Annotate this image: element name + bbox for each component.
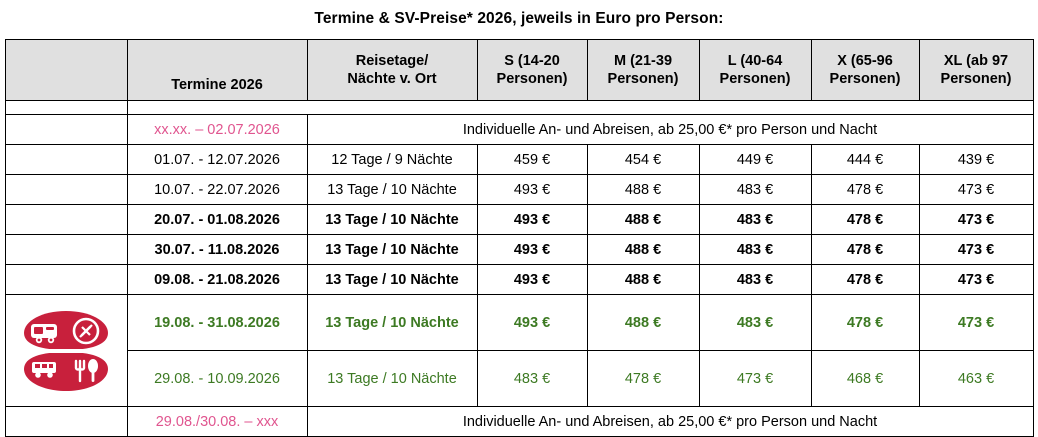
header-row: [5, 40, 1033, 101]
row-price-m: 488 €: [587, 175, 699, 205]
header-size-m-line2: Personen): [607, 71, 679, 87]
logo-cell-bottom: [5, 407, 127, 437]
header-dates: Termine 2026: [127, 40, 307, 101]
row-price-x: 478 €: [811, 175, 919, 205]
row-price-l: 483 €: [699, 175, 811, 205]
row-price-x: 478 €: [811, 235, 919, 265]
logo-cell-filler: [5, 145, 127, 175]
table-row: [5, 115, 1033, 145]
row-price-xl: 439 €: [919, 145, 1033, 175]
table-row: [5, 235, 1033, 265]
row-dates: 29.08./30.08. – xxx: [127, 407, 307, 437]
camping-logo-cell: [5, 295, 127, 407]
row-price-xl: 473 €: [919, 205, 1033, 235]
row-price-s: 493 €: [477, 205, 587, 235]
table-body: [5, 101, 1033, 437]
row-price-m: 454 €: [587, 145, 699, 175]
row-price-x: 478 €: [811, 295, 919, 351]
row-price-x: 468 €: [811, 351, 919, 407]
row-price-l: 483 €: [699, 265, 811, 295]
row-price-s: 483 €: [477, 351, 587, 407]
header-size-l-line1: L (40-64: [727, 52, 783, 69]
logo-cell-filler: [5, 235, 127, 265]
header-size-s-line1: S (14-20: [504, 52, 560, 69]
row-price-xl: 473 €: [919, 295, 1033, 351]
table-row: [5, 145, 1033, 175]
row-dates: 01.07. - 12.07.2026: [127, 145, 307, 175]
spacer-cell: [127, 101, 1033, 115]
header-size-l: [699, 40, 811, 101]
row-price-l: 473 €: [699, 351, 811, 407]
row-price-x: 478 €: [811, 265, 919, 295]
header-size-xl-line1: XL (ab 97: [943, 52, 1009, 69]
row-price-m: 488 €: [587, 235, 699, 265]
header-size-x: [811, 40, 919, 101]
row-dates: xx.xx. – 02.07.2026: [127, 115, 307, 145]
header-size-x-line1: X (65-96: [837, 52, 893, 69]
row-days: 12 Tage / 9 Nächte: [307, 145, 477, 175]
logo-wrap: [6, 295, 127, 406]
row-price-l: 449 €: [699, 145, 811, 175]
table-row: [5, 205, 1033, 235]
header-days: [307, 40, 477, 101]
logo-cell-filler: [5, 205, 127, 235]
row-dates: 29.08. - 10.09.2026: [127, 351, 307, 407]
table-row: [5, 407, 1033, 437]
spacer-row: [5, 101, 1033, 115]
row-price-l: 483 €: [699, 235, 811, 265]
spacer-logo-cell: [5, 101, 127, 115]
logo-cell-filler: [5, 175, 127, 205]
table-row: [5, 295, 1033, 351]
header-days-line1: Reisetage/: [355, 52, 429, 69]
row-price-m: 488 €: [587, 205, 699, 235]
row-dates: 30.07. - 11.08.2026: [127, 235, 307, 265]
row-price-x: 444 €: [811, 145, 919, 175]
table-row: [5, 265, 1033, 295]
row-price-l: 483 €: [699, 295, 811, 351]
header-size-xl-line2: Personen): [940, 71, 1012, 87]
row-individual-text: Individuelle An- und Abreisen, ab 25,00 €* pro Person und Nacht: [307, 407, 1033, 437]
row-days: 13 Tage / 10 Nächte: [307, 235, 477, 265]
row-days: 13 Tage / 10 Nächte: [307, 265, 477, 295]
header-size-x-line2: Personen): [829, 71, 901, 87]
header-size-l-line2: Personen): [719, 71, 791, 87]
logo-cell-filler: [5, 265, 127, 295]
row-price-s: 493 €: [477, 175, 587, 205]
row-price-xl: 463 €: [919, 351, 1033, 407]
row-price-m: 488 €: [587, 265, 699, 295]
row-days: 13 Tage / 10 Nächte: [307, 205, 477, 235]
row-individual-text: Individuelle An- und Abreisen, ab 25,00 €* pro Person und Nacht: [307, 115, 1033, 145]
row-price-m: 488 €: [587, 295, 699, 351]
row-dates: 09.08. - 21.08.2026: [127, 265, 307, 295]
table-header: [5, 40, 1033, 101]
row-price-s: 493 €: [477, 295, 587, 351]
header-size-xl: [919, 40, 1033, 101]
table-row: [5, 175, 1033, 205]
header-days-line2: Nächte v. Ort: [347, 71, 437, 87]
row-days: 13 Tage / 10 Nächte: [307, 295, 477, 351]
row-price-xl: 473 €: [919, 265, 1033, 295]
camping-logo-icon: [20, 305, 112, 397]
header-size-s-line2: Personen): [496, 71, 568, 87]
header-size-m: [587, 40, 699, 101]
row-price-x: 478 €: [811, 205, 919, 235]
row-price-l: 483 €: [699, 205, 811, 235]
row-days: 13 Tage / 10 Nächte: [307, 351, 477, 407]
row-price-s: 459 €: [477, 145, 587, 175]
row-dates: 19.08. - 31.08.2026: [127, 295, 307, 351]
header-size-s: [477, 40, 587, 101]
header-logo-cell: [5, 40, 127, 101]
row-price-s: 493 €: [477, 265, 587, 295]
row-price-xl: 473 €: [919, 175, 1033, 205]
page-title: Termine & SV-Preise* 2026, jeweils in Euro pro Person:: [314, 10, 724, 27]
header-size-m-line1: M (21-39: [613, 52, 673, 69]
logo-cell-top: [5, 115, 127, 145]
row-dates: 20.07. - 01.08.2026: [127, 205, 307, 235]
price-table: [5, 39, 1034, 437]
row-price-xl: 473 €: [919, 235, 1033, 265]
row-price-m: 478 €: [587, 351, 699, 407]
row-price-s: 493 €: [477, 235, 587, 265]
row-dates: 10.07. - 22.07.2026: [127, 175, 307, 205]
table-row: [5, 351, 1033, 407]
row-days: 13 Tage / 10 Nächte: [307, 175, 477, 205]
